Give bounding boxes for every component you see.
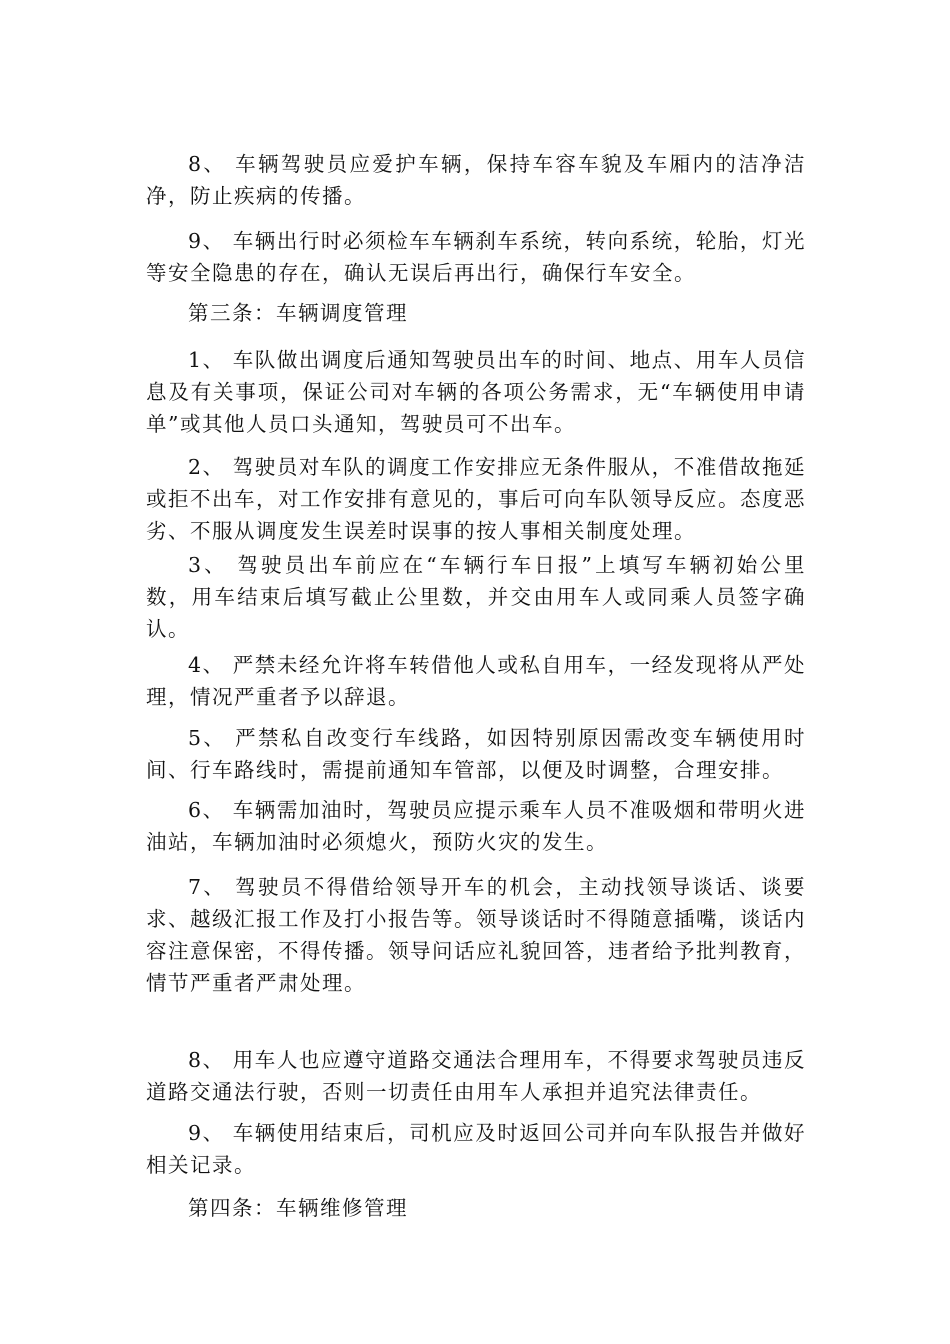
paragraph-7-conduct: 7、 驾驶员不得借给领导开车的机会，主动找领导谈话、谈要求、越级汇报工作及打小报告等。领导谈话时不得随意插嘴，谈话内容注意保密，不得传播。领导问话应礼貌回答，违者给予批判教育，情节严重者严肃处理。 — [146, 875, 806, 995]
paragraph-3-mileage-log: 3、 驾驶员出车前应在“车辆行车日报”上填写车辆初始公里数，用车结束后填写截止公里数，并交由用车人或同乘人员签字确认。 — [146, 553, 806, 641]
section-heading-3: 第三条：车辆调度管理 — [188, 301, 408, 325]
paragraph-2-obey-dispatch: 2、 驾驶员对车队的调度工作安排应无条件服从，不准借故拖延或拒不出车，对工作安排有意见的，事后可向车队领导反应。态度恶劣、不服从调度发生误差时误事的按人事相关制度处理。 — [146, 455, 806, 543]
paragraph-9-return-report: 9、 车辆使用结束后，司机应及时返回公司并向车队报告并做好相关记录。 — [146, 1121, 806, 1177]
paragraph-8-vehicle-care: 8、 车辆驾驶员应爱护车辆，保持车容车貌及车厢内的洁净洁净，防止疾病的传播。 — [146, 152, 806, 208]
paragraph-1-dispatch: 1、 车队做出调度后通知驾驶员出车的时间、地点、用车人员信息及有关事项，保证公司对车辆的各项公务需求，无“车辆使用申请单”或其他人员口头通知，驾驶员可不出车。 — [146, 348, 806, 436]
section-heading-4: 第四条：车辆维修管理 — [188, 1196, 408, 1220]
paragraph-6-refueling: 6、 车辆需加油时，驾驶员应提示乘车人员不准吸烟和带明火进油站，车辆加油时必须熄火，预防火灾的发生。 — [146, 798, 806, 854]
paragraph-4-no-lending: 4、 严禁未经允许将车转借他人或私自用车，一经发现将从严处理，情况严重者予以辞退。 — [146, 653, 806, 709]
paragraph-8-user-compliance: 8、 用车人也应遵守道路交通法合理用车，不得要求驾驶员违反道路交通法行驶，否则一切责任由用车人承担并追究法律责任。 — [146, 1048, 806, 1104]
paragraph-9-safety-check: 9、 车辆出行时必须检车车辆刹车系统，转向系统，轮胎，灯光等安全隐患的存在，确认无误后再出行，确保行车安全。 — [146, 229, 806, 285]
paragraph-5-route-change: 5、 严禁私自改变行车线路，如因特别原因需改变车辆使用时间、行车路线时，需提前通知车管部，以便及时调整，合理安排。 — [146, 726, 806, 782]
